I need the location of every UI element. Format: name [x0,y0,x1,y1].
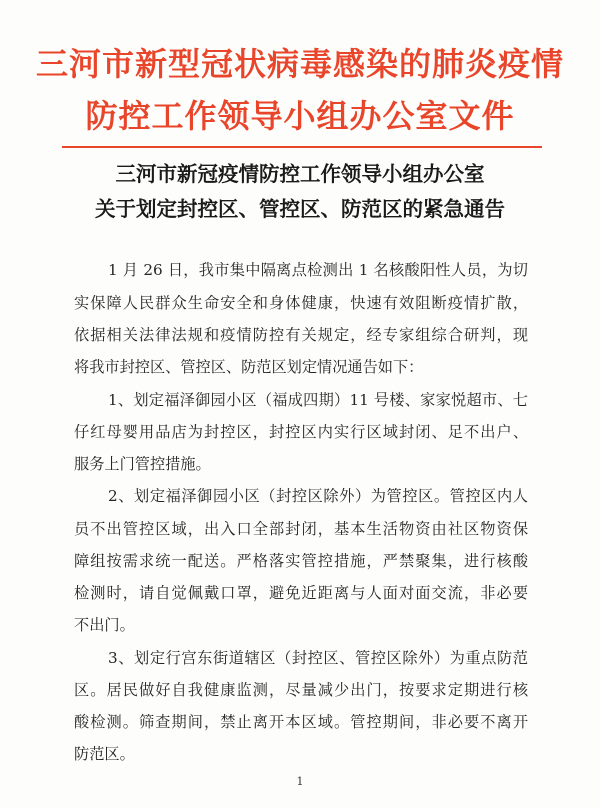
page-number: 1 [296,775,304,788]
document-title-line-1: 三河市新冠疫情防控工作领导小组办公室 [115,162,485,186]
document-title-line-2: 关于划定封控区、管控区、防范区的紧急通告 [95,197,505,221]
body-line: 服务上门管控措施。 [74,455,211,473]
red-header-divider [62,146,542,148]
body-line: 仔红母婴用品店为封控区，封控区内实行区域封闭、足不出户、 [74,423,528,441]
body-line: 将我市封控区、管控区、防范区划定情况通告如下： [74,358,424,376]
body-line: 实保障人民群众生命安全和身体健康，快速有效阻断疫情扩散， [74,294,528,312]
body-line: 员不出管控区域，出入口全部封闭，基本生活物资由社区物资保 [74,520,528,538]
body-line: 检测时，请自觉佩戴口罩，避免近距离与人面对面交流，非必要 [74,584,528,602]
body-line: 区。居民做好自我健康监测，尽量减少出门，按要求定期进行核 [74,681,528,699]
body-line: 防范区。 [74,745,135,763]
red-header-line-2: 防控工作领导小组办公室文件 [85,97,515,135]
body-line: 酸检测。筛查期间，禁止离开本区域。管控期间，非必要不离开 [74,713,528,731]
body-line: 依据相关法律法规和疫情防控有关规定，经专家组综合研判，现 [74,326,528,344]
body-line: 障组按需求统一配送。严格落实管控措施，严禁聚集，进行核酸 [74,552,528,570]
body-line: 1、划定福泽御园小区（福成四期）11 号楼、家家悦超市、七 [108,391,528,409]
red-header-line-1: 三河市新型冠状病毒感染的肺炎疫情 [35,45,564,83]
body-line: 不出门。 [74,616,135,634]
body-line: 3、划定行宫东街道辖区（封控区、管控区除外）为重点防范 [108,649,528,667]
body-line: 2、划定福泽御园小区（封控区除外）为管控区。管控区内人 [108,487,528,505]
body-line: 1 月 26 日，我市集中隔离点检测出 1 名核酸阳性人员，为切 [108,261,528,279]
